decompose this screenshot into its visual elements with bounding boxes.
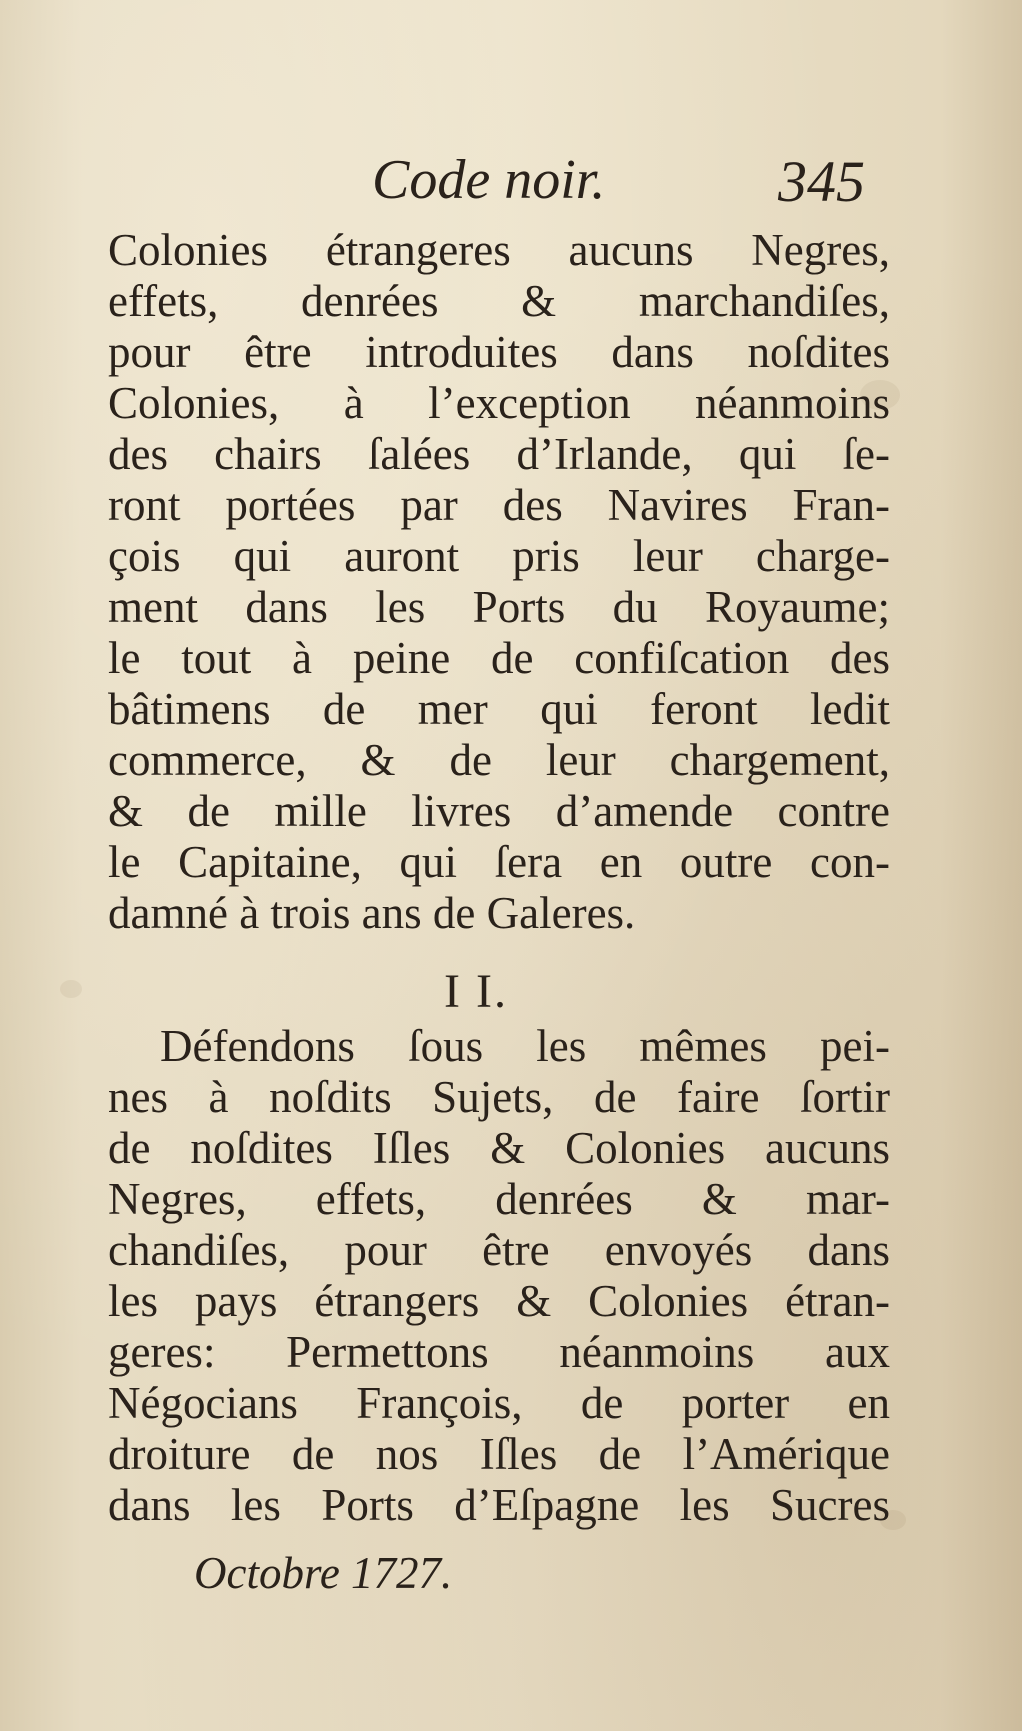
text-line: Colonies étrangeres aucuns Negres, <box>108 225 890 275</box>
text-line: Colonies, à l’exception néanmoins <box>108 378 890 428</box>
paper-stain <box>60 980 82 998</box>
text-line: le Capitaine, qui ſera en outre con- <box>108 837 890 887</box>
text-line: bâtimens de mer qui feront ledit <box>108 684 890 734</box>
text-line: geres: Permettons néanmoins aux <box>108 1327 890 1377</box>
running-title: Code noir. <box>372 149 606 211</box>
text-line: & de mille livres d’amende contre <box>108 786 890 836</box>
text-line: des chairs ſalées d’Irlande, qui ſe- <box>108 429 890 479</box>
section-numeral: I I. <box>444 965 508 1018</box>
text-line: nes à noſdits Sujets, de faire ſortir <box>108 1072 890 1122</box>
text-line: Negres, effets, denrées & mar- <box>108 1174 890 1224</box>
text-line: damné à trois ans de Galeres. <box>108 888 636 938</box>
page-number: 345 <box>778 149 865 214</box>
text-line: dans les Ports d’Eſpagne les Sucres <box>108 1480 890 1530</box>
text-line: pour être introduites dans noſdites <box>108 327 890 377</box>
text-line: le tout à peine de confiſcation des <box>108 633 890 683</box>
text-line: ront portées par des Navires Fran- <box>108 480 890 530</box>
text-line: effets, denrées & marchandiſes, <box>108 276 890 326</box>
text-line: droiture de nos Iſles de l’Amérique <box>108 1429 890 1479</box>
footer-date: Octobre 1727. <box>194 1548 453 1598</box>
text-line: chandiſes, pour être envoyés dans <box>108 1225 890 1275</box>
text-line: çois qui auront pris leur charge- <box>108 531 890 581</box>
text-line: ment dans les Ports du Royaume; <box>108 582 890 632</box>
text-line: les pays étrangers & Colonies étran- <box>108 1276 890 1326</box>
text-line: commerce, & de leur chargement, <box>108 735 890 785</box>
text-line: Défendons ſous les mêmes pei- <box>160 1021 890 1071</box>
text-line: Négocians François, de porter en <box>108 1378 890 1428</box>
text-line: de noſdites Iſles & Colonies aucuns <box>108 1123 890 1173</box>
